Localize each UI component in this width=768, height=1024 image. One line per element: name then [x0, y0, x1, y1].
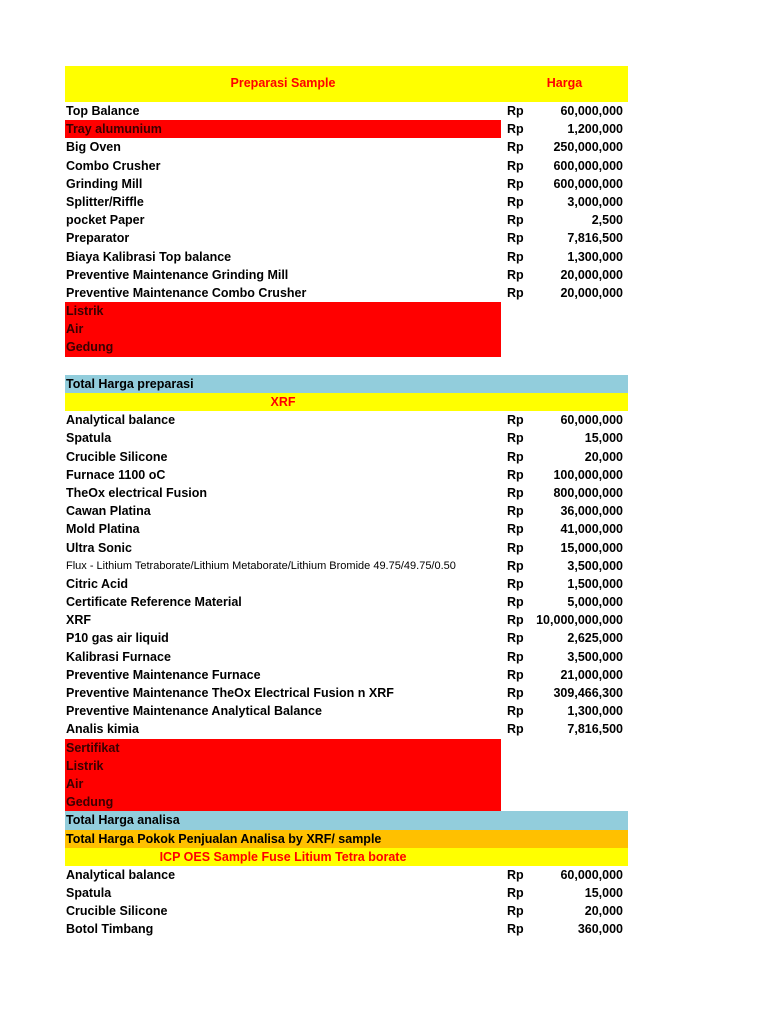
- table-row: [65, 120, 628, 138]
- item-price: 15,000: [584, 431, 623, 446]
- item-name: Ultra Sonic: [66, 540, 132, 555]
- table-row: [65, 211, 628, 229]
- currency-label: Rp: [507, 886, 524, 901]
- item-name: Preparator: [66, 231, 130, 246]
- total-pokok-label: Total Harga Pokok Penjualan Analisa by XRF/ sample: [66, 831, 382, 846]
- item-price: 5,000,000: [567, 595, 623, 610]
- total-analisa-row: [65, 811, 628, 829]
- item-name: XRF: [66, 613, 91, 628]
- currency-label: Rp: [507, 194, 524, 209]
- total-pokok-row: [65, 830, 628, 848]
- table-row: [65, 411, 628, 429]
- table-row: [65, 429, 628, 447]
- preparasi-list: [65, 102, 628, 302]
- red-row: [65, 757, 501, 775]
- item-price: 20,000,000: [560, 267, 623, 282]
- item-price: 41,000,000: [560, 522, 623, 537]
- item-name: Combo Crusher: [66, 158, 161, 173]
- currency-label: Rp: [507, 176, 524, 191]
- currency-label: Rp: [507, 867, 524, 882]
- currency-label: Rp: [507, 667, 524, 682]
- price-sheet: [65, 66, 628, 939]
- currency-label: Rp: [507, 922, 524, 937]
- currency-label: Rp: [507, 413, 524, 428]
- red-row: [65, 739, 501, 757]
- table-header: [65, 66, 628, 102]
- table-row: [65, 629, 628, 647]
- currency-label: Rp: [507, 267, 524, 282]
- table-row: [65, 248, 628, 266]
- table-row: [65, 666, 628, 684]
- xrf-red-list: [65, 739, 628, 812]
- table-row: [65, 702, 628, 720]
- table-row: [65, 902, 628, 920]
- table-row: [65, 266, 628, 284]
- item-name: Tray alumunium: [66, 122, 162, 137]
- table-row: [65, 575, 628, 593]
- item-price: 20,000: [584, 449, 623, 464]
- item-name: Preventive Maintenance Grinding Mill: [66, 267, 289, 282]
- currency-label: Rp: [507, 722, 524, 737]
- currency-label: Rp: [507, 904, 524, 919]
- item-price: 15,000: [584, 886, 623, 901]
- currency-label: Rp: [507, 704, 524, 719]
- xrf-list: [65, 411, 628, 738]
- currency-label: Rp: [507, 285, 524, 300]
- header-preparasi: Preparasi Sample: [230, 76, 336, 90]
- red-row: [65, 320, 501, 338]
- red-row: [65, 302, 501, 320]
- item-price: 309,466,300: [553, 686, 623, 700]
- item-name: Analytical balance: [66, 413, 176, 428]
- xrf-title: XRF: [270, 395, 296, 409]
- currency-label: Rp: [507, 540, 524, 555]
- red-row-label: Gedung: [66, 795, 114, 810]
- currency-label: Rp: [507, 449, 524, 464]
- item-price: 60,000,000: [560, 413, 623, 428]
- item-price: 600,000,000: [553, 176, 623, 191]
- item-name: pocket Paper: [66, 213, 145, 228]
- currency-label: Rp: [507, 485, 524, 500]
- table-row: [65, 866, 628, 884]
- table-row: [65, 502, 628, 520]
- currency-label: Rp: [507, 213, 524, 228]
- red-row: [65, 338, 501, 356]
- table-row: [65, 593, 628, 611]
- table-row: [65, 648, 628, 666]
- item-price: 1,200,000: [567, 122, 623, 137]
- item-name: Analytical balance: [66, 867, 176, 882]
- item-price: 2,500: [591, 213, 623, 228]
- item-name: Spatula: [66, 886, 112, 901]
- item-price: 600,000,000: [553, 158, 623, 173]
- table-row: [65, 520, 628, 538]
- item-name: Top Balance: [66, 104, 140, 118]
- item-name: Preventive Maintenance Combo Crusher: [66, 285, 307, 300]
- item-price: 3,500,000: [567, 649, 623, 664]
- item-name: Citric Acid: [66, 576, 129, 591]
- icp-list: [65, 866, 628, 939]
- currency-label: Rp: [507, 686, 524, 700]
- item-price: 20,000: [584, 904, 623, 919]
- item-name: Crucible Silicone: [66, 449, 168, 464]
- total-preparasi-row: [65, 375, 628, 393]
- currency-label: Rp: [507, 231, 524, 246]
- item-price: 100,000,000: [553, 467, 623, 482]
- table-row: [65, 539, 628, 557]
- item-name: Botol Timbang: [66, 922, 154, 937]
- table-row: [65, 684, 628, 702]
- item-name: Furnace 1100 oC: [66, 467, 166, 482]
- table-row: [65, 557, 628, 575]
- item-name: Preventive Maintenance TheOx Electrical Fusion n XRF: [66, 686, 394, 700]
- item-name: Grinding Mill: [66, 176, 143, 191]
- item-price: 10,000,000,000: [536, 613, 623, 628]
- spacer: [65, 357, 628, 375]
- currency-label: Rp: [507, 558, 524, 573]
- item-price: 800,000,000: [553, 485, 623, 500]
- item-name: Cawan Platina: [66, 504, 151, 519]
- red-row-label: Air: [66, 776, 84, 791]
- icp-title: ICP OES Sample Fuse Litium Tetra borate: [159, 849, 407, 864]
- item-price: 15,000,000: [560, 540, 623, 555]
- item-price: 7,816,500: [567, 231, 623, 246]
- currency-label: Rp: [507, 122, 524, 137]
- item-name: P10 gas air liquid: [66, 631, 169, 646]
- table-row: [65, 193, 628, 211]
- item-price: 1,500,000: [567, 576, 623, 591]
- item-price: 7,816,500: [567, 722, 623, 737]
- item-price: 2,625,000: [567, 631, 623, 646]
- item-name: Preventive Maintenance Furnace: [66, 667, 261, 682]
- xrf-title-row: [65, 393, 628, 411]
- item-price: 1,300,000: [567, 249, 623, 264]
- item-name: Big Oven: [66, 140, 121, 155]
- item-name: Splitter/Riffle: [66, 194, 144, 209]
- table-row: [65, 720, 628, 738]
- currency-label: Rp: [507, 249, 524, 264]
- table-row: [65, 448, 628, 466]
- header-harga: Harga: [546, 76, 583, 90]
- red-row-label: Listrik: [66, 758, 104, 773]
- table-row: [65, 920, 628, 938]
- icp-title-row: [65, 848, 628, 866]
- table-row: [65, 884, 628, 902]
- table-row: [65, 484, 628, 502]
- currency-label: Rp: [507, 631, 524, 646]
- currency-label: Rp: [507, 104, 524, 118]
- item-price: 21,000,000: [560, 667, 623, 682]
- currency-label: Rp: [507, 613, 524, 628]
- table-row: [65, 138, 628, 156]
- currency-label: Rp: [507, 576, 524, 591]
- item-price: 250,000,000: [553, 140, 623, 155]
- item-price: 3,500,000: [567, 558, 623, 573]
- item-name: Crucible Silicone: [66, 904, 168, 919]
- table-row: [65, 157, 628, 175]
- red-row-label: Gedung: [66, 340, 114, 355]
- table-row: [65, 229, 628, 247]
- item-name: Flux - Lithium Tetraborate/Lithium Metaborate/Lithium Bromide 49.75/49.75/0.50: [66, 559, 456, 572]
- item-name: Analis kimia: [66, 722, 139, 737]
- item-price: 36,000,000: [560, 504, 623, 519]
- table-row: [65, 102, 628, 120]
- currency-label: Rp: [507, 140, 524, 155]
- currency-label: Rp: [507, 431, 524, 446]
- item-name: Mold Platina: [66, 522, 140, 537]
- red-row-label: Listrik: [66, 304, 104, 319]
- currency-label: Rp: [507, 522, 524, 537]
- table-row: [65, 466, 628, 484]
- currency-label: Rp: [507, 504, 524, 519]
- item-price: 1,300,000: [567, 704, 623, 719]
- item-price: 3,000,000: [567, 194, 623, 209]
- item-price: 60,000,000: [560, 867, 623, 882]
- item-price: 360,000: [577, 922, 623, 937]
- currency-label: Rp: [507, 158, 524, 173]
- red-row-label: Air: [66, 322, 84, 337]
- currency-label: Rp: [507, 649, 524, 664]
- currency-label: Rp: [507, 595, 524, 610]
- total-preparasi-label: Total Harga preparasi: [66, 376, 194, 391]
- red-row: [65, 775, 501, 793]
- item-name: Preventive Maintenance Analytical Balance: [66, 704, 322, 719]
- red-row: [65, 793, 501, 811]
- red-row-label: Sertifikat: [66, 740, 120, 755]
- item-name: Kalibrasi Furnace: [66, 649, 171, 664]
- item-name: Certificate Reference Material: [66, 595, 242, 610]
- preparasi-red-list: [65, 302, 628, 357]
- item-name: Biaya Kalibrasi Top balance: [66, 249, 232, 264]
- table-row: [65, 611, 628, 629]
- currency-label: Rp: [507, 467, 524, 482]
- item-name: Spatula: [66, 431, 112, 446]
- item-price: 60,000,000: [560, 104, 623, 118]
- table-row: [65, 175, 628, 193]
- table-row: [65, 284, 628, 302]
- total-analisa-label: Total Harga analisa: [66, 813, 180, 828]
- item-name: TheOx electrical Fusion: [66, 485, 208, 500]
- item-price: 20,000,000: [560, 285, 623, 300]
